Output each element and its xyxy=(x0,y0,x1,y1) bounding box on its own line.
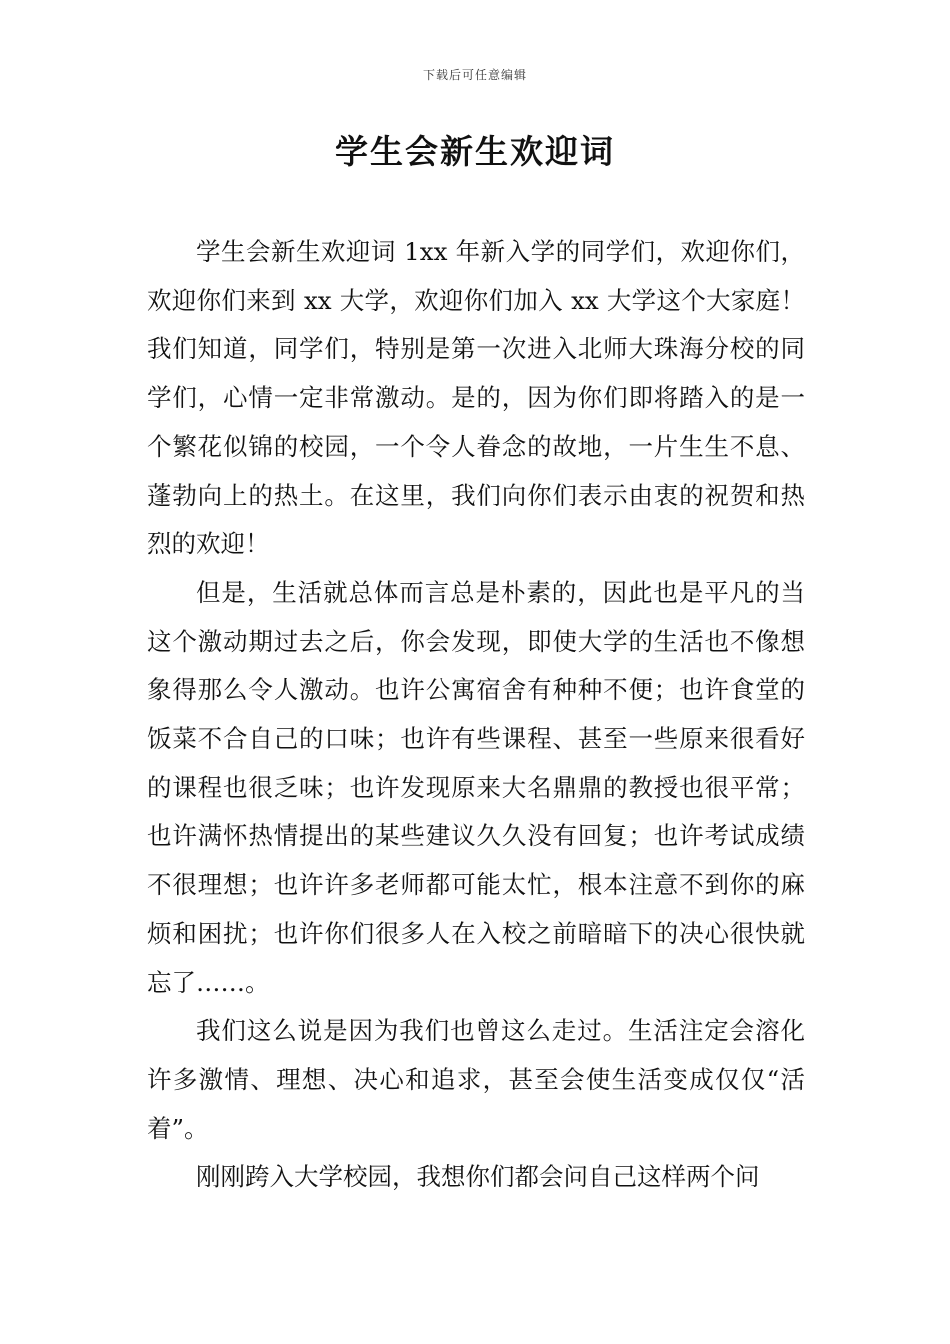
document-body xyxy=(147,228,805,1202)
header-note: 下载后可任意编辑 xyxy=(422,68,527,82)
paragraph: 刚刚跨入大学校园，我想你们都会问自己这样两个问 xyxy=(196,1162,760,1192)
paragraph: 但是，生活就总体而言总是朴素的，因此也是平凡的当这个激动期过去之后，你会发现，即使大学的生活也不像想象得那么令人激动。也许公寓宿舍有种种不便；也许食堂的饭菜不合自己的口味；也许有些课程、甚至一些原来很看好的课程也很乏味；也许发现原来大名鼎鼎的教授也很平常；也许满怀热情提出的某些建议久久没有回复；也许考试成绩不很理想；也许许多老师都可能太忙，根本注意不到你的麻烦和困扰；也许你们很多人在入校之前暗暗下的决心很快就忘了……。 xyxy=(147,577,805,997)
paragraph: 我们这么说是因为我们也曾这么走过。生活注定会溶化许多激情、理想、决心和追求，甚至会使生活变成仅仅“活着”。 xyxy=(147,1016,805,1143)
paragraph: 学生会新生欢迎词 1xx 年新入学的同学们，欢迎你们，欢迎你们来到 xx 大学，欢迎你们加入 xx 大学这个大家庭！我们知道，同学们，特别是第一次进入北师大珠海分校的同学们，心情一定非常激动。是的，因为你们即将踏入的是一个繁花似锦的校园，一个令人眷念的故地，一片生生不息、蓬勃向上的热土。在这里，我们向你们表示由衷的祝贺和热烈的欢迎！ xyxy=(147,237,805,559)
document-title: 学生会新生欢迎词 xyxy=(335,132,615,171)
